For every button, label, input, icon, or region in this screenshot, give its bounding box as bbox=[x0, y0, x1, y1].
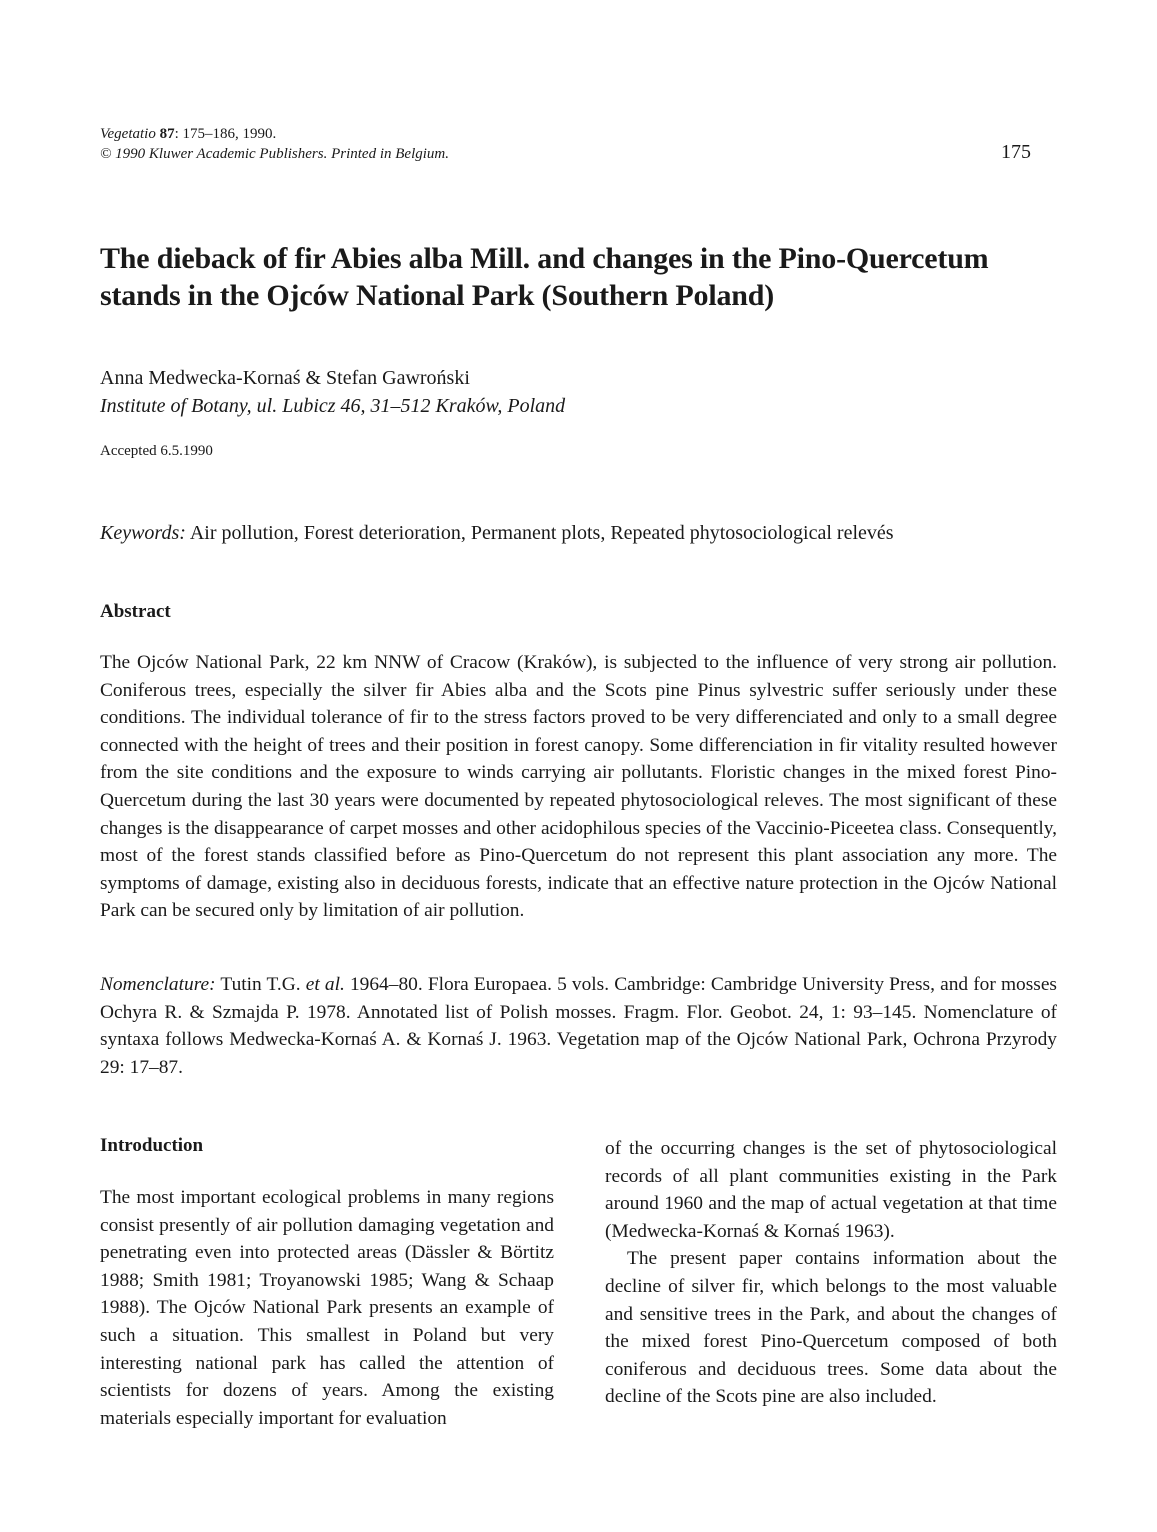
authors: Anna Medwecka-Kornaś & Stefan Gawroński bbox=[100, 367, 470, 389]
keywords-list: Air pollution, Forest deterioration, Permanent plots, Repeated phytosociological relevés bbox=[189, 522, 894, 544]
article-title bbox=[100, 240, 1060, 314]
accepted-date: Accepted 6.5.1990 bbox=[100, 443, 213, 459]
volume-number: 87 bbox=[159, 126, 175, 142]
journal-name: Vegetatio bbox=[100, 126, 156, 142]
page-number: 175 bbox=[1001, 141, 1031, 163]
introduction-left-column: The most important ecological problems in many regions consist presently of air pollution damaging vegetation and penetrating even into protected areas (Dässler & Börtitz 1988; Smith 1981; Troyanowski 1985; Wang & Schaap 1988). The Ojców National Park presents an example of such a situation. This smallest in Poland but very interesting national park has called the attention of scientists for dozens of years. Among the existing materials especially important for evaluation bbox=[100, 1187, 554, 1429]
nomenclature-text-a: Tutin T.G. bbox=[220, 974, 301, 995]
keywords bbox=[100, 519, 1060, 547]
nomenclature-label: Nomenclature: bbox=[100, 974, 216, 995]
copyright-text: © 1990 Kluwer Academic Publishers. Printed in Belgium. bbox=[100, 146, 449, 162]
nomenclature-text-b: 1964–80. Flora Europaea. 5 vols. Cambridge: Cambridge University Press, and for mosses Ochyra R. & Szmajda P. 1978. Annotated list of Polish mosses. Fragm. Flor. Geobot. 24, 1: 93–145. Nomenclature of syntaxa follows Medwecka-Kornaś A. & Kornaś J. 1963. Vegetation map of the Ojców National Park, Ochrona Przyrody 29: 17–87. bbox=[100, 974, 1057, 1078]
affiliation: Institute of Botany, ul. Lubicz 46, 31–512 Kraków, Poland bbox=[100, 395, 566, 417]
nomenclature-note bbox=[100, 971, 1057, 1081]
citation-line bbox=[100, 124, 449, 144]
title-line-1: The dieback of fir Abies alba Mill. and changes in the Pino-Quercetum bbox=[100, 242, 989, 275]
introduction-right-column bbox=[605, 1135, 1057, 1411]
nomenclature-etal: et al. bbox=[305, 974, 345, 995]
pages-year: : 175–186, 1990. bbox=[174, 126, 277, 142]
title-line-2: stands in the Ojców National Park (Southern Poland) bbox=[100, 279, 775, 312]
journal-header bbox=[100, 124, 449, 164]
copyright-line bbox=[100, 144, 449, 164]
abstract-text: The Ojców National Park, 22 km NNW of Cracow (Kraków), is subjected to the influence of very strong air pollution. Coniferous trees, especially the silver fir Abies alba and the Scots pine Pinus sylvestric suffer seriously under these conditions. The individual tolerance of fir to the stress factors proved to be very differenciated and only to a small degree connected with the height of trees and their position in forest canopy. Some differenciation in fir vitality resulted however from the site conditions and the exposure to winds carrying air pollutants. Floristic changes in the mixed forest Pino-Quercetum during the last 30 years were documented by repeated phytosociological releves. The most significant of these changes is the disappearance of carpet mosses and other acidophilous species of the Vaccinio-Piceetea class. Consequently, most of the forest stands classified before as Pino-Quercetum do not represent this plant association any more. The symptoms of damage, existing also in deciduous forests, indicate that an effective nature protection in the Ojców National Park can be secured only by limitation of air pollution. bbox=[100, 652, 1057, 922]
keywords-label: Keywords: bbox=[100, 522, 186, 544]
introduction-paragraph: The present paper contains information about the decline of silver fir, which belongs to the most valuable and sensitive trees in the Park, and about the changes of the mixed forest Pino-Quercetum composed of both coniferous and deciduous trees. Some data about the decline of the Scots pine are also included. bbox=[605, 1248, 1057, 1408]
abstract-heading: Abstract bbox=[100, 601, 171, 622]
introduction-paragraph: of the occurring changes is the set of phytosociological records of all plant communities existing in the Park around 1960 and the map of actual vegetation at that time (Medwecka-Kornaś & Kornaś 1963). bbox=[605, 1138, 1057, 1242]
introduction-heading: Introduction bbox=[100, 1135, 204, 1156]
